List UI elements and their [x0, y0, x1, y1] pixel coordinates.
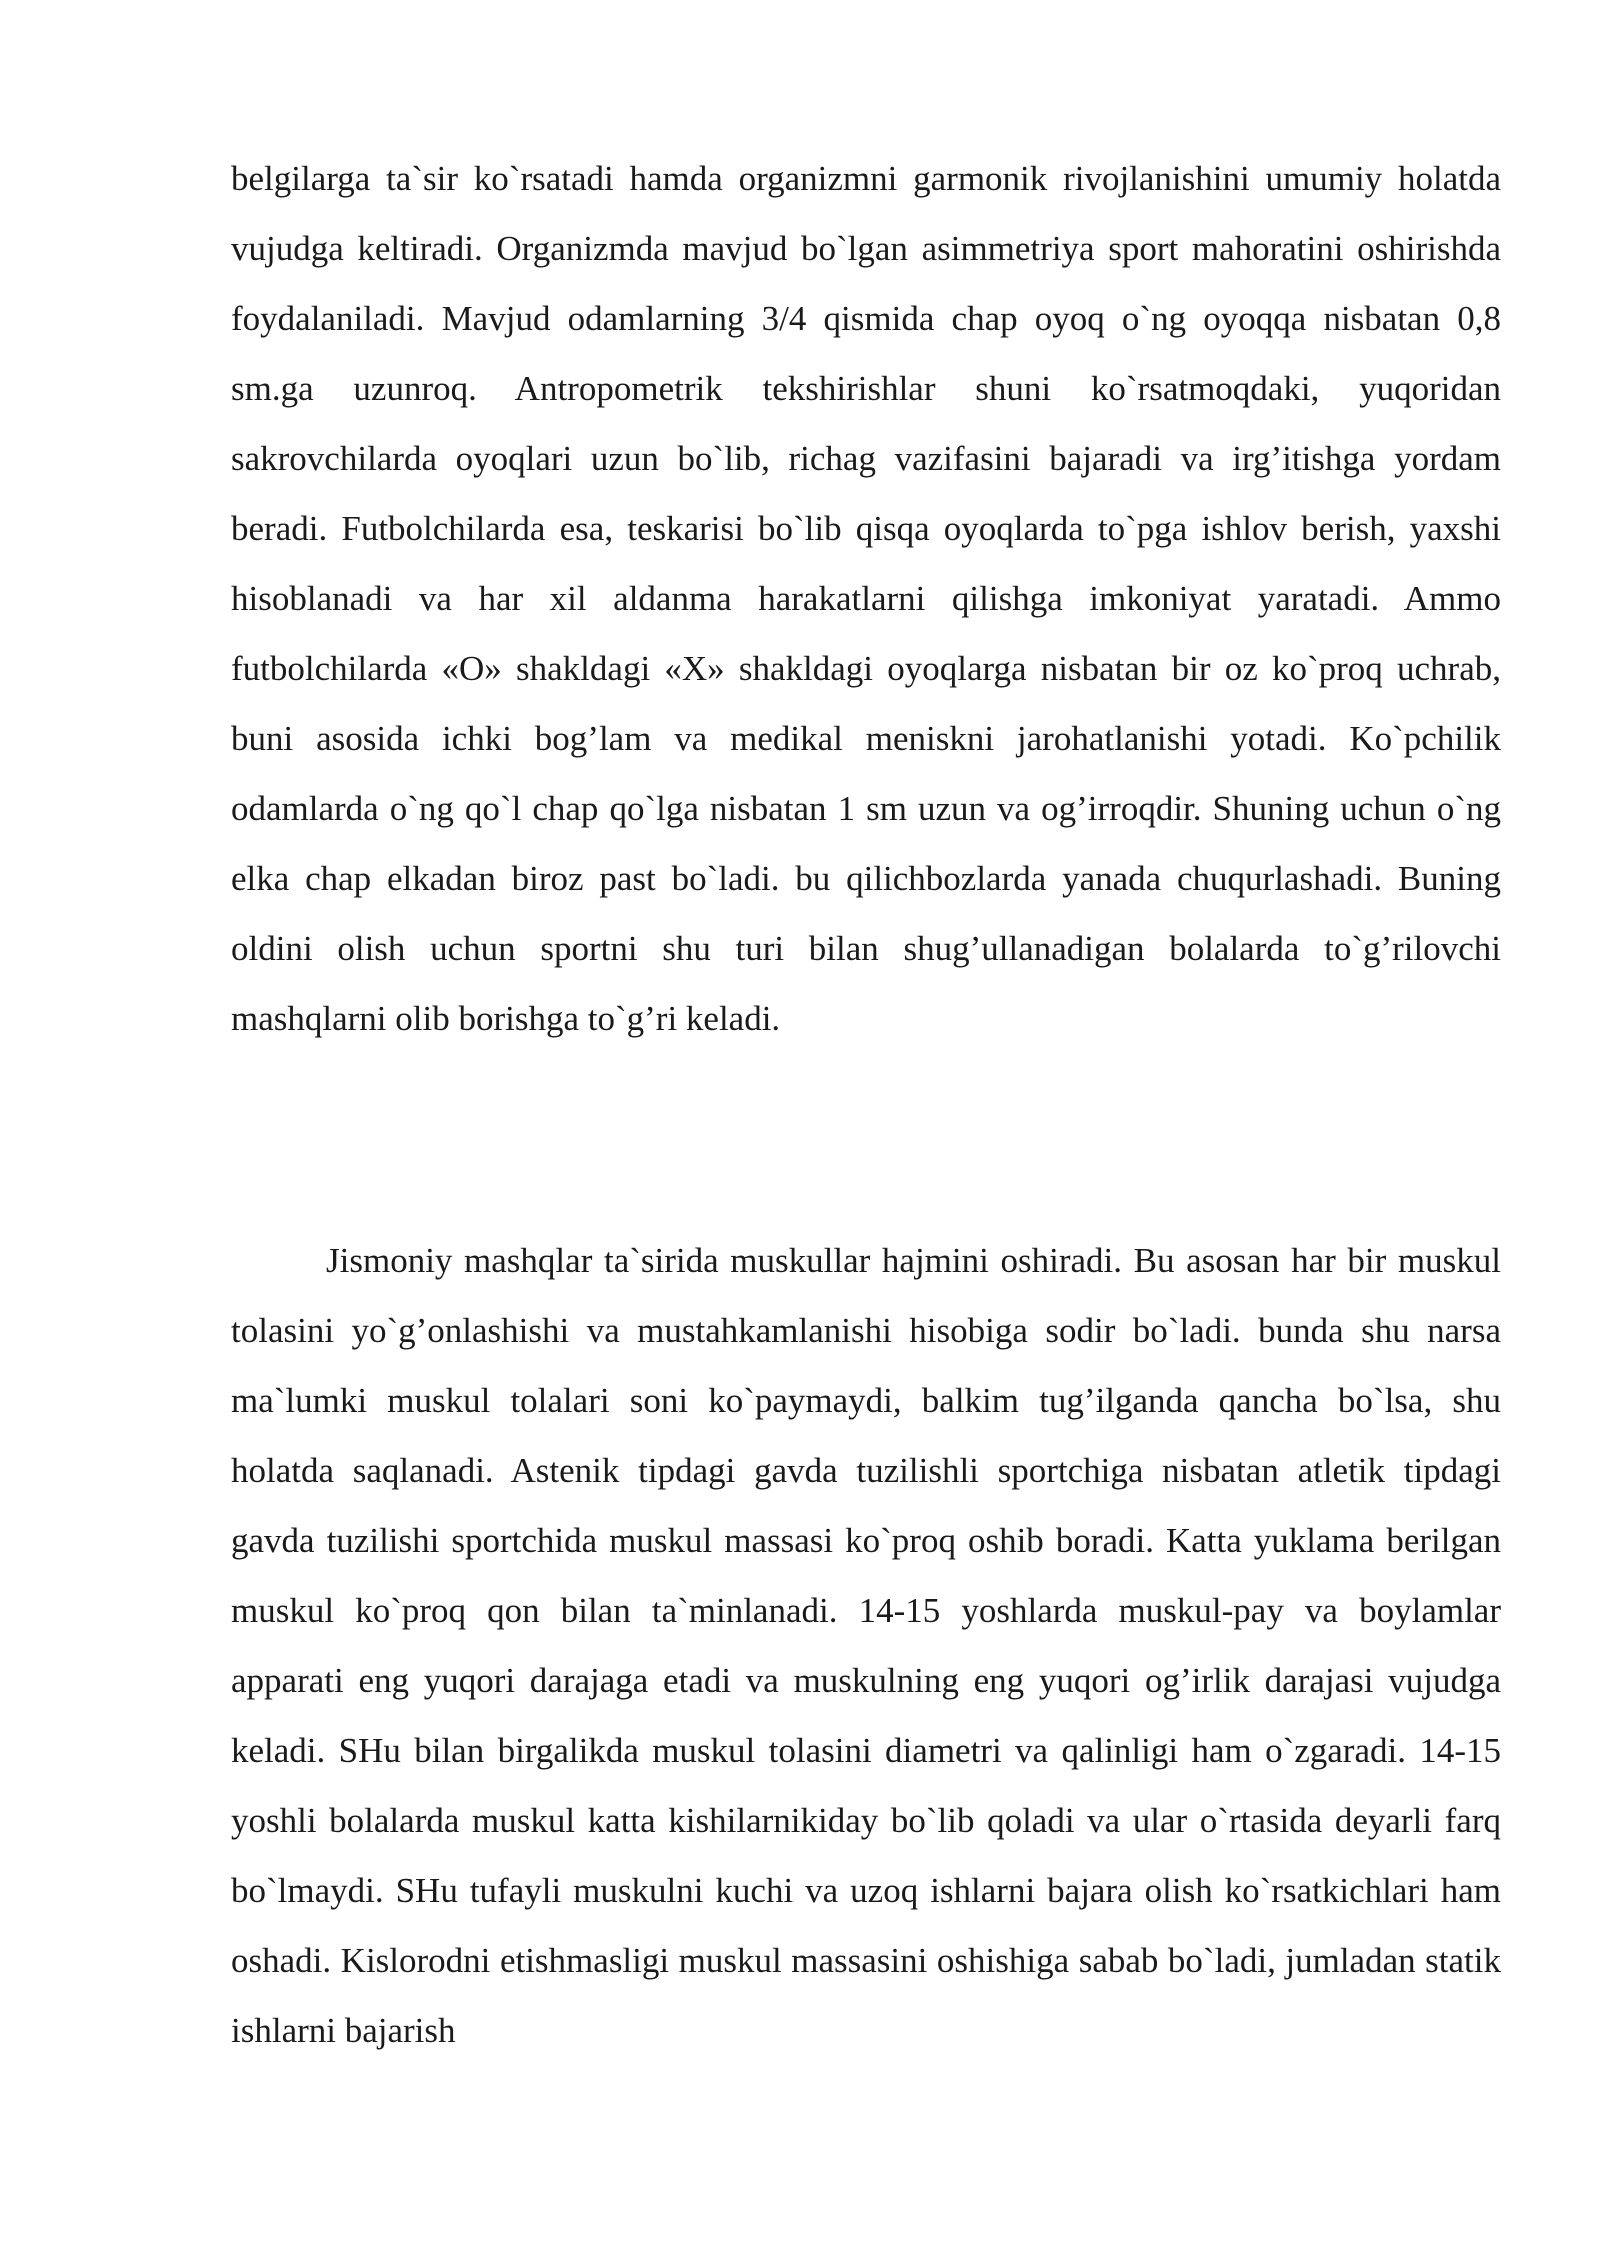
- paragraph-1: belgilarga ta`sir ko`rsatadi hamda organizmni garmonik rivojlanishini umumiy holatda vujudga keltiradi. Organizmda mavjud bo`lgan asimmetriya sport mahoratini oshirishda foydalaniladi. Mavjud odamlarning 3/4 qismida chap oyoq o`ng oyoqqa nisbatan 0,8 sm.ga uzunroq. Antropometrik tekshirishlar shuni ko`rsatmoqdaki, yuqoridan sakrovchilarda oyoqlari uzun bo`lib, richag vazifasini bajaradi va irg’itishga yordam beradi. Futbolchilarda esa, teskarisi bo`lib qisqa oyoqlarda to`pga ishlov berish, yaxshi hisoblanadi va har xil aldanma harakatlarni qilishga imkoniyat yaratadi. Ammo futbolchilarda «O» shakldagi «X» shakldagi oyoqlarga nisbatan bir oz ko`proq uchrab, buni asosida ichki bog’lam va medikal meniskni jarohatlanishi yotadi. Ko`pchilik odamlarda o`ng qo`l chap qo`lga nisbatan 1 sm uzun va og’irroqdir. Shuning uchun o`ng elka chap elkadan biroz past bo`ladi. bu qilichbozlarda yanada chuqurlashadi. Buning oldini olish uchun sportni shu turi bilan shug’ullanadigan bolalarda to`g’rilovchi mashqlarni olib borishga to`g’ri keladi.: [231, 159, 1501, 1038]
- paragraph-2: Jismoniy mashqlar ta`sirida muskullar hajmini oshiradi. Bu asosan har bir muskul tolasini yo`g’onlashishi va mustahkamlanishi hisobiga sodir bo`ladi. bunda shu narsa ma`lumki muskul tolalari soni ko`paymaydi, balkim tug’ilganda qancha bo`lsa, shu holatda saqlanadi. Astenik tipdagi gavda tuzilishli sportchiga nisbatan atletik tipdagi gavda tuzilishi sportchida muskul massasi ko`proq oshib boradi. Katta yuklama berilgan muskul ko`proq qon bilan ta`minlanadi. 14-15 yoshlarda muskul-pay va boylamlar apparati eng yuqori darajaga etadi va muskulning eng yuqori og’irlik darajasi vujudga keladi. SHu bilan birgalikda muskul tolasini diametri va qalinligi ham o`zgaradi. 14-15 yoshli bolalarda muskul katta kishilarnikiday bo`lib qoladi va ular o`rtasida deyarli farq bo`lmaydi. SHu tufayli muskulni kuchi va uzoq ishlarni bajara olish ko`rsatkichlari ham oshadi. Kislorodni etishmasligi muskul massasini oshishiga sabab bo`ladi, jumladan statik ishlarni bajarish: [231, 1241, 1501, 2050]
